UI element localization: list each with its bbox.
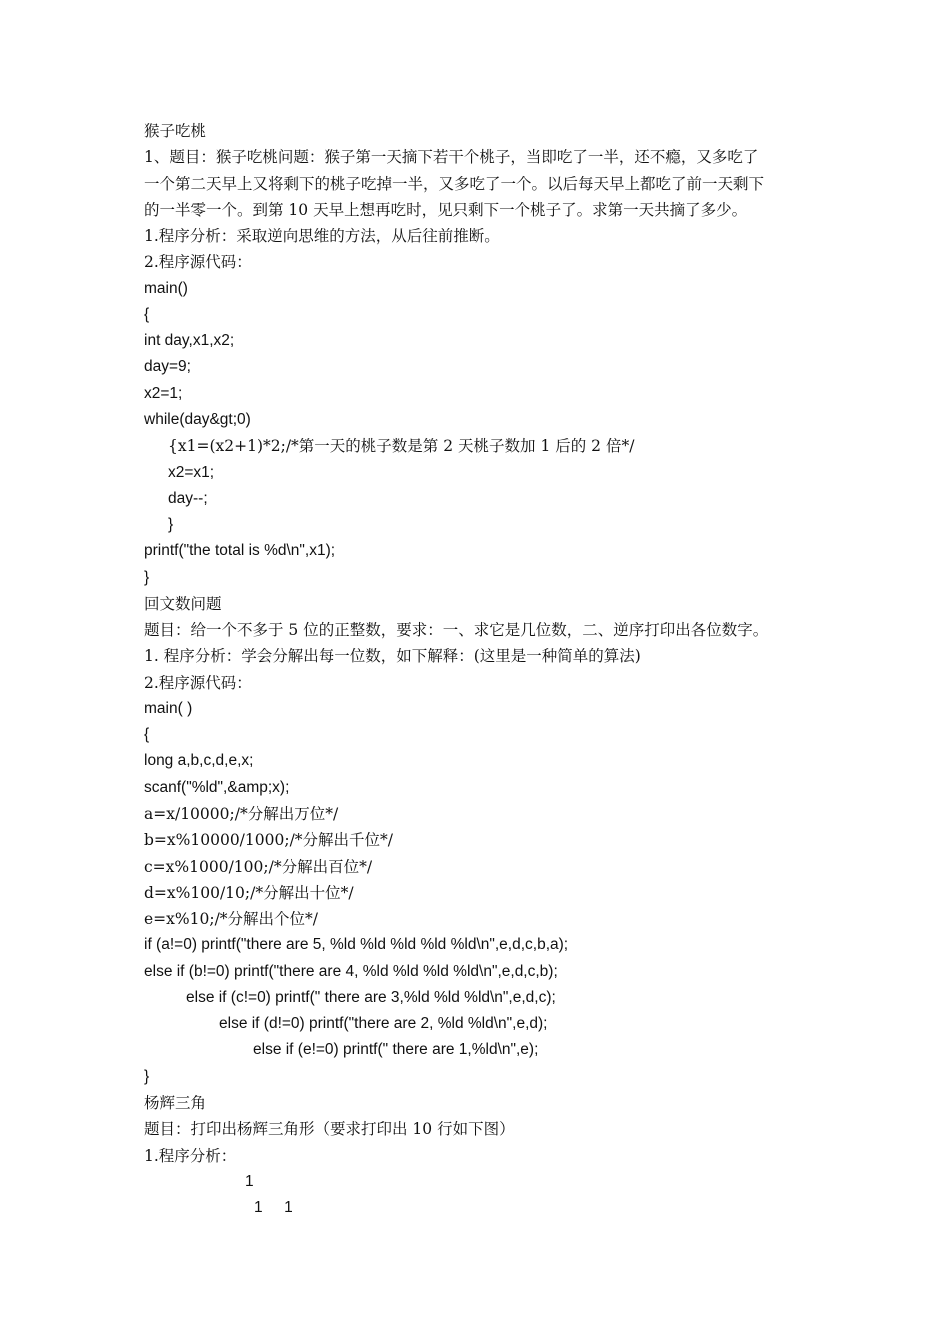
text-line: 2.程序源代码：: [144, 673, 252, 692]
text-line: c=x%1000/100;/*分解出百位*/: [144, 857, 373, 876]
text-line: a=x/10000;/*分解出万位*/: [144, 805, 339, 824]
text-line: int day,x1,x2;: [144, 332, 235, 350]
text-line: main(): [144, 279, 188, 297]
text-line: 猴子吃桃: [144, 122, 207, 140]
text-line: else if (c!=0) printf(" there are 3,%ld %ld %ld\n",e,d,c);: [186, 988, 556, 1006]
text-line: if (a!=0) printf("there are 5, %ld %ld %ld %ld %ld\n",e,d,c,b,a);: [144, 936, 569, 954]
text-line: day=9;: [144, 358, 191, 376]
text-line: b=x%10000/1000;/*分解出千位*/: [144, 831, 394, 850]
text-line: printf("the total is %d\n",x1);: [144, 542, 336, 560]
text-line: 回文数问题: [144, 594, 222, 613]
text-line: while(day&gt;0): [144, 410, 251, 428]
text-line: 1: [245, 1172, 254, 1190]
text-line: else if (b!=0) printf("there are 4, %ld %ld %ld %ld\n",e,d,c,b);: [144, 962, 558, 980]
text-line: scanf("%ld",&amp;x);: [144, 778, 290, 796]
text-line: 1、题目：猴子吃桃问题：猴子第一天摘下若干个桃子，当即吃了一半，还不瘾，又多吃了: [144, 148, 759, 167]
text-line: }: [144, 1067, 150, 1085]
text-line: day--;: [168, 489, 208, 507]
text-line: {x1=(x2+1)*2;/*第一天的桃子数是第 2 天桃子数加 1 后的 2 倍*/: [168, 437, 635, 456]
text-line: 1.程序分析：: [144, 1146, 237, 1165]
text-line: long a,b,c,d,e,x;: [144, 752, 254, 770]
text-line: 杨辉三角: [144, 1093, 207, 1112]
text-line: e=x%10;/*分解出个位*/: [144, 910, 319, 929]
text-line: 1. 程序分析：学会分解出每一位数，如下解释：(这里是一种简单的算法): [144, 647, 641, 666]
text-line: d=x%100/10;/*分解出十位*/: [144, 883, 354, 902]
text-line: 一个第二天早上又将剩下的桃子吃掉一半，又多吃了一个。以后每天早上都吃了前一天剩下: [144, 174, 765, 193]
text-line: 题目：给一个不多于 5 位的正整数，要求：一、求它是几位数，二、逆序打印出各位数字。: [144, 621, 769, 640]
text-line: 1.程序分析：采取逆向思维的方法，从后往前推断。: [144, 227, 500, 246]
text-line: 题目：打印出杨辉三角形（要求打印出 10 行如下图）: [144, 1120, 515, 1139]
text-line: 2.程序源代码：: [144, 253, 252, 272]
text-line: }: [168, 516, 174, 534]
text-line: }: [144, 568, 150, 586]
text-line: else if (d!=0) printf("there are 2, %ld %ld\n",e,d);: [219, 1015, 548, 1033]
text-line: x2=1;: [144, 384, 183, 402]
text-line: main( ): [144, 699, 193, 717]
text-line: else if (e!=0) printf(" there are 1,%ld\n",e);: [253, 1041, 539, 1059]
text-line: {: [144, 726, 150, 744]
text-line: 的一半零一个。到第 10 天早上想再吃时，见只剩下一个桃子了。求第一天共摘了多少。: [144, 200, 748, 219]
text-line: x2=x1;: [168, 463, 215, 481]
text-line: {: [144, 305, 150, 323]
text-line: 1 1: [254, 1199, 293, 1217]
